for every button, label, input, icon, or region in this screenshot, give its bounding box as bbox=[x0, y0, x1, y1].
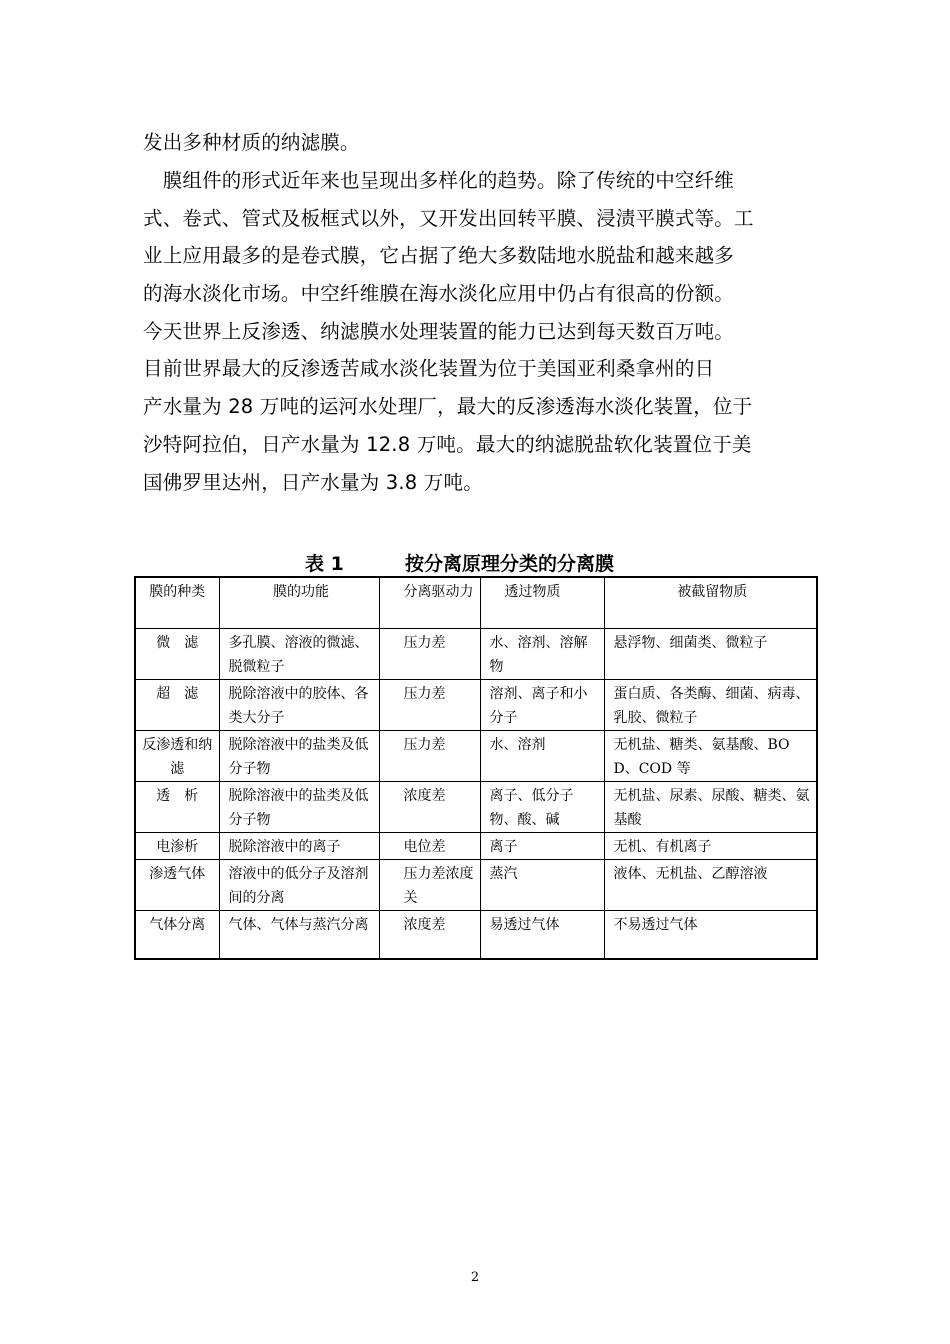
table-row bbox=[135, 860, 817, 911]
text-line: 产水量为 28 万吨的运河水处理厂，最大的反渗透海水淡化装置，位于 bbox=[143, 395, 753, 419]
table-caption bbox=[0, 551, 950, 577]
table-cell: 气体分离 bbox=[135, 911, 219, 960]
table-cell: 多孔膜、溶液的微滤、脱微粒子 bbox=[219, 629, 379, 680]
table-cell: 无机、有机离子 bbox=[604, 833, 817, 860]
table-cell: 蛋白质、各类酶、细菌、病毒、乳胶、微粒子 bbox=[604, 680, 817, 731]
table-row bbox=[135, 782, 817, 833]
table-cell: 溶液中的低分子及溶剂间的分离 bbox=[219, 860, 379, 911]
table-cell: 水、溶剂、溶解物 bbox=[480, 629, 604, 680]
table-cell: 浓度差 bbox=[379, 782, 480, 833]
table-cell: 脱除溶液中的盐类及低分子物 bbox=[219, 782, 379, 833]
table-cell: 电渗析 bbox=[135, 833, 219, 860]
table-row bbox=[135, 680, 817, 731]
table-cell: 脱除溶液中的离子 bbox=[219, 833, 379, 860]
text-line: 沙特阿拉伯，日产水量为 12.8 万吨。最大的纳滤脱盐软化装置位于美 bbox=[143, 432, 752, 456]
table-header-row bbox=[135, 577, 817, 629]
header-cell: 膜的种类 bbox=[135, 577, 219, 629]
table-cell: 脱除溶液中的盐类及低分子物 bbox=[219, 731, 379, 782]
text-line: 今天世界上反渗透、纳滤膜水处理装置的能力已达到每天数百万吨。 bbox=[143, 319, 735, 343]
table-cell: 气体、气体与蒸汽分离 bbox=[219, 911, 379, 960]
table-cell: 脱除溶液中的胶体、各类大分子 bbox=[219, 680, 379, 731]
table-cell: 水、溶剂 bbox=[480, 731, 604, 782]
table-number: 表 1 bbox=[305, 553, 344, 575]
table-cell: 压力差 bbox=[379, 629, 480, 680]
table-cell: 蒸汽 bbox=[480, 860, 604, 911]
table-cell: 无机盐、尿素、尿酸、糖类、氨基酸 bbox=[604, 782, 817, 833]
table-cell: 超 滤 bbox=[135, 680, 219, 731]
table-cell: 微 滤 bbox=[135, 629, 219, 680]
table-cell: 压力差 bbox=[379, 731, 480, 782]
table-cell: 浓度差 bbox=[379, 911, 480, 960]
text-line: 膜组件的形式近年来也呈现出多样化的趋势。除了传统的中空纤维 bbox=[143, 169, 735, 192]
text-line: 业上应用最多的是卷式膜，它占据了绝大多数陆地水脱盐和越来越多 bbox=[143, 244, 735, 268]
table-cell: 压力差浓度关 bbox=[379, 860, 480, 911]
table-cell: 渗透气体 bbox=[135, 860, 219, 911]
table-cell: 离子 bbox=[480, 833, 604, 860]
table-cell: 无机盐、糖类、氨基酸、BOD、COD 等 bbox=[604, 731, 817, 782]
header-cell: 膜的功能 bbox=[219, 577, 379, 629]
table-cell: 不易透过气体 bbox=[604, 911, 817, 960]
membrane-classification-table bbox=[134, 576, 818, 960]
text-line: 式、卷式、管式及板框式以外，又开发出回转平膜、浸渍平膜式等。工 bbox=[143, 206, 754, 230]
table-cell: 易透过气体 bbox=[480, 911, 604, 960]
table-cell: 电位差 bbox=[379, 833, 480, 860]
table-title: 按分离原理分类的分离膜 bbox=[405, 553, 615, 575]
table-cell: 悬浮物、细菌类、微粒子 bbox=[604, 629, 817, 680]
table-cell: 压力差 bbox=[379, 680, 480, 731]
table-cell: 透 析 bbox=[135, 782, 219, 833]
table-cell: 离子、低分子物、酸、碱 bbox=[480, 782, 604, 833]
header-cell: 透过物质 bbox=[480, 577, 604, 629]
text-line: 目前世界最大的反渗透苦咸水淡化装置为位于美国亚利桑拿州的日 bbox=[143, 357, 715, 381]
text-line: 国佛罗里达州，日产水量为 3.8 万吨。 bbox=[143, 470, 483, 494]
text-line: 发出多种材质的纳滤膜。 bbox=[143, 131, 360, 154]
table-row bbox=[135, 833, 817, 860]
page-number: 2 bbox=[470, 1270, 480, 1285]
header-cell: 被截留物质 bbox=[604, 577, 817, 629]
table-row bbox=[135, 629, 817, 680]
paragraph-intro bbox=[143, 124, 823, 162]
table-row bbox=[135, 731, 817, 782]
text-line: 的海水淡化市场。中空纤维膜在海水淡化应用中仍占有很高的份额。 bbox=[143, 282, 735, 306]
table-cell: 反渗透和纳滤 bbox=[135, 731, 219, 782]
table-cell: 液体、无机盐、乙醇溶液 bbox=[604, 860, 817, 911]
table-cell: 溶剂、离子和小分子 bbox=[480, 680, 604, 731]
table-row bbox=[135, 911, 817, 960]
header-cell: 分离驱动力 bbox=[379, 577, 480, 629]
paragraph-membrane-modules bbox=[143, 162, 823, 501]
